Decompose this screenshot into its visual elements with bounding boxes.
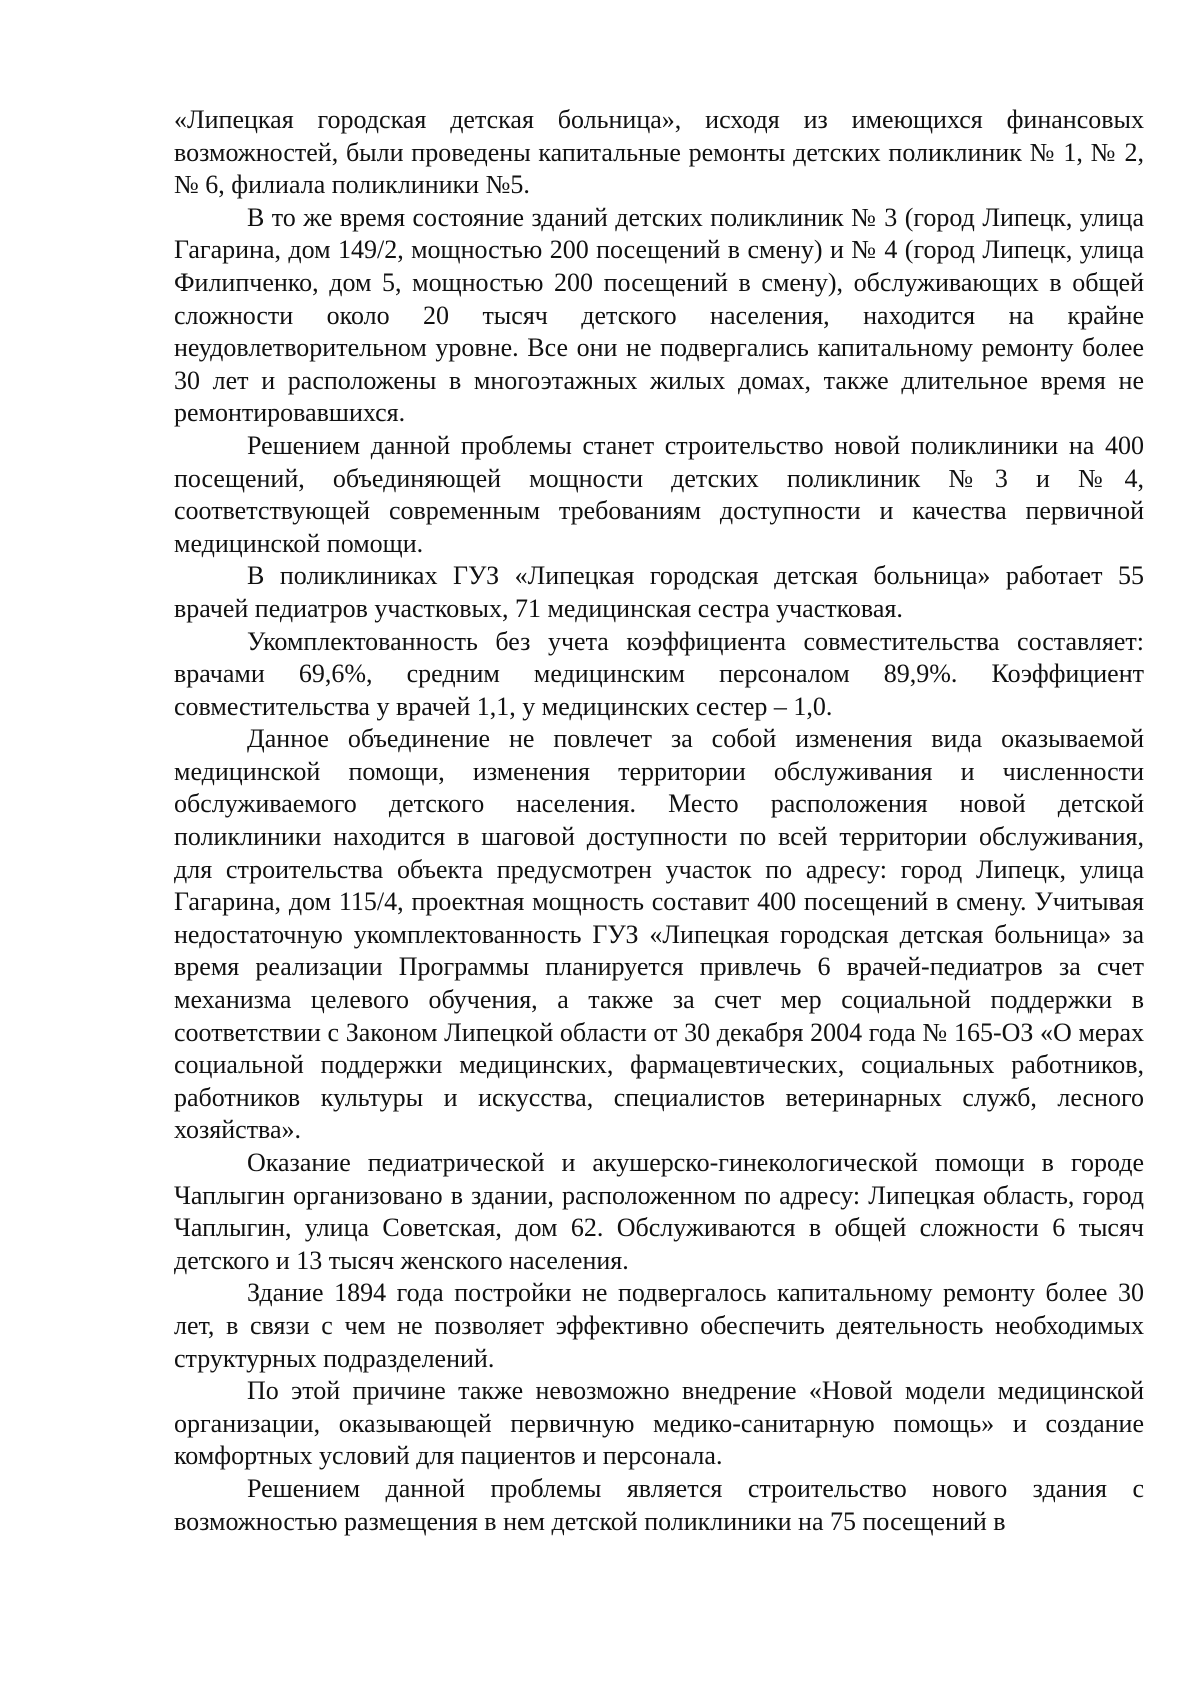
paragraph-1: «Липецкая городская детская больница», исходя из имеющихся финансовых возможностей, были проведены капитальные ремонты детских поликлиник № 1, № 2, № 6, филиала поликлиники №5. — [174, 105, 1144, 200]
paragraph-10: Решением данной проблемы является строительство нового здания с возможностью размещения в нем детской поликлиники на 75 посещений в — [174, 1473, 1144, 1536]
paragraph-8: Здание 1894 года постройки не подвергалось капитальному ремонту более 30 лет, в связи с чем не позволяет эффективно обеспечить деятельность необходимых структурных подразделений. — [174, 1278, 1144, 1373]
paragraph-3: Решением данной проблемы станет строительство новой поликлиники на 400 посещений, объединяющей мощности детских поликлиник №3 и №4, соответствующей современным требованиям доступности и качества первичной медицинской помощи. — [174, 430, 1144, 558]
paragraph-7: Оказание педиатрической и акушерско-гинекологической помощи в городе Чаплыгин организовано в здании, расположенном по адресу: Липецкая область, город Чаплыгин, улица Советская, дом 62. Обслуживаются в общей сложности 6 тысяч детского и 13 тысяч женского населения. — [174, 1148, 1144, 1275]
paragraph-5: Укомплектованность без учета коэффициента совместительства составляет: врачами 69,6%, средним медицинским персоналом 89,9%. Коэффициент совместительства у врачей 1,1, у медицинских сестер – 1,0. — [174, 626, 1144, 721]
paragraph-6: Данное объединение не повлечет за собой изменения вида оказываемой медицинской помощи, изменения территории обслуживания и численности обслуживаемого детского населения. Место расположения новой детской поликлиники находится в шаговой доступности по всей территории обслуживания, для строительства объекта предусмотрен участок по адресу: город Липецк, улица Гагарина, дом 115/4, проектная мощность составит 400 посещений в смену. Учитывая недостаточную укомплектованность ГУЗ «Липецкая городская детская больница» за время реализации Программы планируется привлечь 6 врачей-педиатров за счет механизма целевого обучения, а также за счет мер социальной поддержки в соответствии с Законом Липецкой области от 30 декабря 2004 года № 165-ОЗ «О мерах социальной поддержки медицинских, фармацевтических, социальных работников, работников культуры и искусства, специалистов ветеринарных служб, лесного хозяйства». — [174, 724, 1144, 1145]
paragraph-4: В поликлиниках ГУЗ «Липецкая городская детская больница» работает 55 врачей педиатров участковых, 71 медицинская сестра участковая. — [174, 561, 1144, 623]
paragraph-2: В то же время состояние зданий детских поликлиник № 3 (город Липецк, улица Гагарина, дом 149/2, мощностью 200 посещений в смену) и № 4 (город Липецк, улица Филипченко, дом 5, мощностью 200 посещений в смену), обслуживающих в общей сложности около 20 тысяч детского населения, находится на крайне неудовлетворительном уровне. Все они не подвергались капитальному ремонту более 30 лет и расположены в многоэтажных жилых домах, также длительное время не ремонтировавшихся. — [174, 202, 1144, 428]
document-page — [174, 104, 1144, 1538]
paragraph-9: По этой причине также невозможно внедрение «Новой модели медицинской организации, оказывающей первичную медико-санитарную помощь» и создание комфортных условий для пациентов и персонала. — [174, 1376, 1144, 1471]
